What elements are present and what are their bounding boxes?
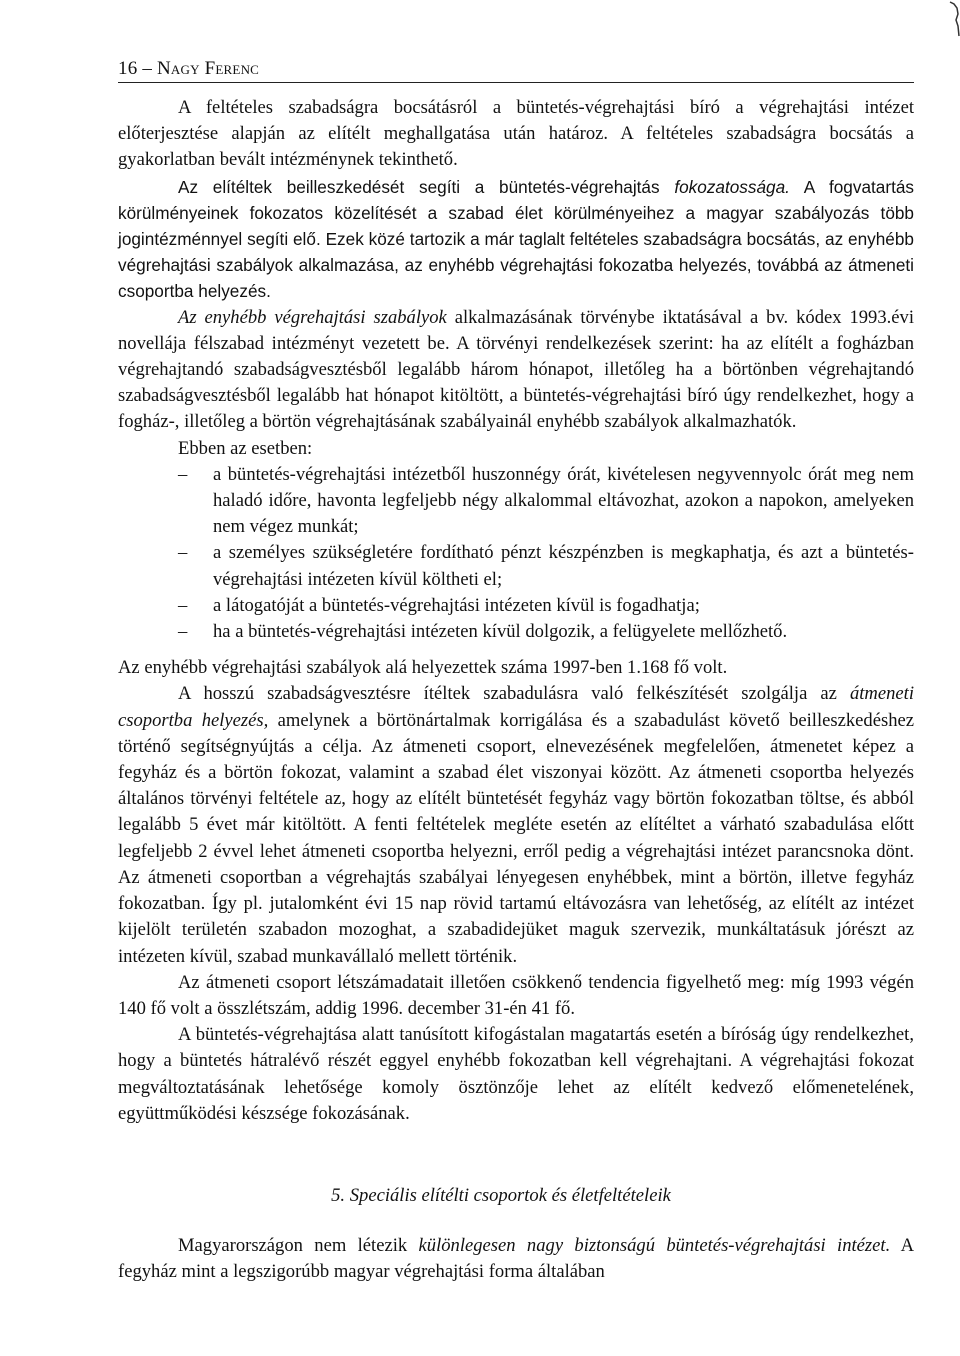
paragraph bbox=[118, 681, 914, 969]
paragraph: Az enyhébb végrehajtási szabályok alá helyezettek száma 1997-ben 1.168 fő volt. bbox=[118, 657, 728, 679]
paragraph-text: A hosszú szabadságvesztésre ítéltek szabadulásra való felkészítését szolgálja az bbox=[178, 683, 837, 705]
paragraph: Ebben az esetben: bbox=[178, 437, 313, 459]
paragraph bbox=[118, 174, 914, 305]
paragraph-text: A feltételes szabadságra bocsátásról a büntetés-végrehajtási bíró a végrehajtási intézet előterjesztése alapján az elítélt meghallgatása után határoz. bbox=[118, 97, 914, 145]
list-item bbox=[118, 593, 914, 619]
paragraph-text: Ezek közé tartozik a már taglalt feltételes szabadságra bocsátás, az enyhébb végrehajtási szabályok alkalmazása, az enyhébb végrehajtási fokozatba helyezés, továbbá az átmeneti csoportba helyezés. bbox=[118, 229, 914, 302]
body-text bbox=[118, 95, 914, 1286]
emphasis: különlegesen nagy biztonságú büntetés-végrehajtási intézet. bbox=[418, 1235, 891, 1257]
header-separator: – bbox=[137, 58, 158, 79]
list-dash: – bbox=[178, 621, 188, 643]
paragraph-text: Az elítéltek beilleszkedését segíti a büntetés-végrehajtás bbox=[178, 176, 660, 197]
paragraph bbox=[118, 1233, 914, 1285]
list-item bbox=[118, 619, 914, 645]
paragraph-text: A fegyház mint a legszigorúbb magyar végrehajtási forma általában bbox=[118, 1235, 914, 1283]
list-dash: – bbox=[178, 463, 188, 485]
paragraph-text: amelynek a börtönártalmak korrigálása és a szabadulást követő beilleszkedéshez történő segítségnyújtás a célja. Az átmeneti csoport, elnevezésének megfelelően, átmenetet képez a fegyház és a börtön fokozat, valamint a szabad élet viszonyai között. Az átmeneti csoportba helyezés általános törvényi feltétele az, hogy az elítélt büntetését fegyház vagy börtön fokozatban töltse, és abból legalább 5 évet már kitöltött. A fenti feltételek megléte esetén az elítéltet a várható szabadulása előtt legfeljebb 2 évvel lehet átmeneti csoportba helyezni, erről pedig a végrehajtási intézet parancsnoka dönt. Az átmeneti csoportban a végrehajtás szabályai lényegesen enyhébbek, mint a börtön, illetve fegyház fokozatban. Így pl. jutalomként évi 15 nap rövid tartamú eltávozásra van lehetőség, az elítélt az intézet kijelölt területén szabadon mozoghat, a szabadidejüket maguk szervezik, munkáltatásuk jórészt az intézeten kívül, szabad munkavállaló mellett történik. bbox=[118, 709, 915, 967]
list-item-text: ha a büntetés-végrehajtási intézeten kívül dolgozik, a felügyelete mellőzhető. bbox=[213, 621, 788, 643]
list-dash: – bbox=[178, 542, 188, 564]
list-item bbox=[118, 540, 914, 592]
list-item-text: a látogatóját a büntetés-végrehajtási intézeten kívül is fogadhatja; bbox=[213, 594, 700, 616]
paragraph: Az átmeneti csoport létszámadatait illetően csökkenő tendencia figyelhető meg: míg 1993 végén 140 fő volt a összlétszám, addig 1996. december 31-én 41 fő. bbox=[118, 971, 914, 1019]
condition-list bbox=[118, 462, 914, 645]
emphasis: átmeneti csoportba helyezés, bbox=[118, 683, 914, 731]
paragraph: A büntetés-végrehajtása alatt tanúsított kifogástalan magatartás esetén a bíróság úgy rendelkezhet, hogy a büntetés hátralévő részét eggyel enyhébb fokozatban kell végrehajtani. A végrehajtási fokozat megváltoztatásának lehetősége komoly ösztönzője lehet az elítélt kedvező előmenetelének, együttműködési készsége fokozásának. bbox=[118, 1024, 914, 1124]
page-number: 16 bbox=[118, 58, 138, 79]
section-title: 5. Speciális elítélti csoportok és életfeltételeik bbox=[331, 1184, 671, 1206]
list-item bbox=[118, 462, 914, 541]
emphasis: fokozatossága. bbox=[674, 176, 790, 197]
paragraph-text: A fogvatartás körülményeinek fokozatos közelítését a szabad élet körülményeihez a magyar szabályozás több jogintézménnyel segíti elő. bbox=[118, 176, 915, 250]
paragraph-text: alkalmazásának törvénybe iktatásával a bv. kódex 1993.évi novellája félszabad intézményt vezetett be. bbox=[118, 306, 914, 354]
emphasis: Az enyhébb végrehajtási szabályok bbox=[178, 306, 447, 328]
page-corner-mark bbox=[948, 0, 960, 40]
list-item-text: a személyes szükségletére fordítható pénzt készpénzben is megkaphatja, és azt a büntetés-végrehajtási intézeten kívül költheti el; bbox=[213, 542, 914, 590]
paragraph bbox=[118, 95, 914, 174]
paragraph-text: A törvényi rendelkezések szerint: ha az elítélt a fogházban végrehajtandó szabadságvesztésből legalább három hónapot, illetőleg ha a börtönben végrehajtandó szabadságvesztésből legalább hat hónapot kitöltött, a büntetés-végrehajtási bíró úgy rendelkezhet, hogy a fogház-, illetőleg a börtön végrehajtásának szabályainál enyhébb szabályok alkalmazhatók. bbox=[118, 332, 914, 433]
list-dash: – bbox=[178, 594, 188, 616]
paragraph-text: Magyarországon nem létezik bbox=[178, 1235, 408, 1257]
list-item-text: a büntetés-végrehajtási intézetből huszonnégy órát, kivételesen negyvennyolc órát meg nem haladó időre, havonta legfeljebb négy alkalommal eltávozhat, azokon a napokon, amelyeken nem végez munkát; bbox=[213, 463, 914, 538]
author-name: Nagy Ferenc bbox=[157, 58, 260, 79]
running-header bbox=[118, 58, 914, 83]
document-page bbox=[118, 58, 914, 1286]
paragraph-text: A feltételes szabadságra bocsátás a gyakorlatban bevált intézménynek tekinthető. bbox=[118, 123, 915, 171]
paragraph bbox=[118, 305, 914, 436]
